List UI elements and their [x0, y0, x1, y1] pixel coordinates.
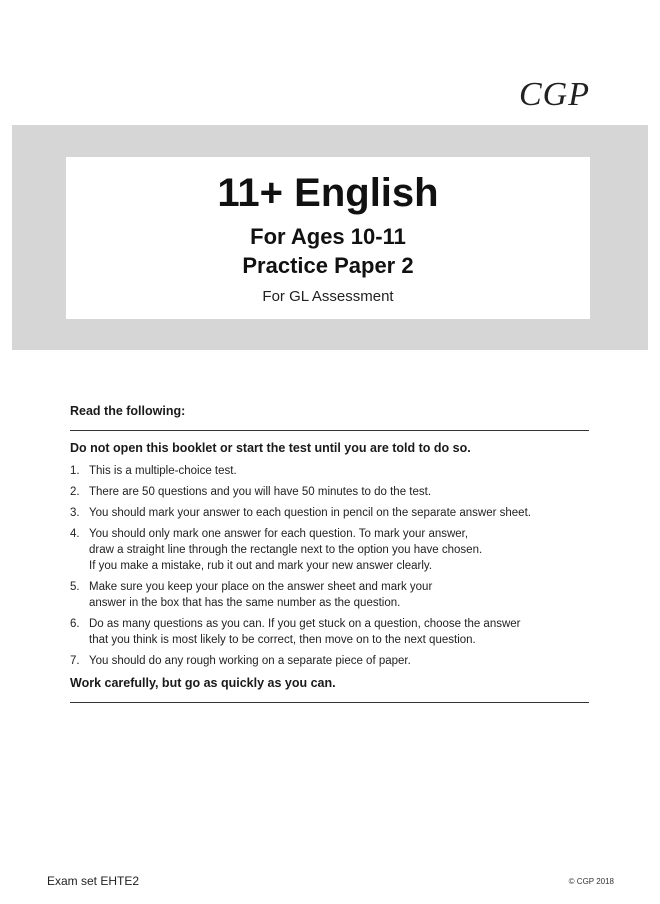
list-item	[70, 484, 590, 500]
item-text: Do as many questions as you can. If you get stuck on a question, choose the answer	[89, 618, 521, 630]
list-item	[70, 505, 590, 521]
divider	[70, 702, 589, 703]
item-text: that you think is most likely to be correct, then move on to the next question.	[89, 634, 476, 646]
list-item	[70, 653, 590, 669]
item-text: answer in the box that has the same number as the question.	[89, 597, 401, 609]
list-item	[70, 616, 590, 648]
item-text: There are 50 questions and you will have 50 minutes to do the test.	[89, 486, 432, 498]
warning-text: Do not open this booklet or start the test until you are told to do so.	[70, 441, 471, 455]
item-number: 5.	[70, 581, 80, 593]
item-number: 3.	[70, 507, 80, 519]
item-text: If you make a mistake, rub it out and mark your new answer clearly.	[89, 560, 433, 572]
list-item	[70, 526, 590, 574]
item-text: You should do any rough working on a separate piece of paper.	[89, 655, 411, 667]
title-card	[66, 157, 590, 319]
item-number: 7.	[70, 655, 80, 667]
item-text: You should only mark one answer for each question. To mark your answer,	[89, 528, 469, 540]
closing-text: Work carefully, but go as quickly as you can.	[70, 676, 336, 690]
paper-name: Practice Paper 2	[242, 253, 414, 278]
copyright-label: © CGP 2018	[568, 877, 614, 886]
list-item	[70, 579, 590, 611]
item-text: This is a multiple-choice test.	[89, 465, 237, 477]
item-text: Make sure you keep your place on the answer sheet and mark your	[89, 581, 433, 593]
list-item	[70, 463, 590, 479]
page-title: 11+ English	[217, 171, 439, 215]
age-range: For Ages 10-11	[250, 224, 406, 249]
item-number: 2.	[70, 486, 80, 498]
item-number: 6.	[70, 618, 80, 630]
item-text: draw a straight line through the rectangle next to the option you have chosen.	[89, 544, 483, 556]
cgp-logo: CGP	[519, 76, 590, 113]
instructions-list	[70, 463, 590, 669]
item-number: 4.	[70, 528, 80, 540]
divider	[70, 430, 589, 431]
assessment-label: For GL Assessment	[262, 288, 394, 305]
instructions-section	[70, 402, 590, 703]
instructions-heading: Read the following:	[70, 404, 186, 418]
item-number: 1.	[70, 465, 80, 477]
item-text: You should mark your answer to each question in pencil on the separate answer sheet.	[89, 507, 531, 519]
exam-set-label: Exam set EHTE2	[47, 874, 140, 888]
